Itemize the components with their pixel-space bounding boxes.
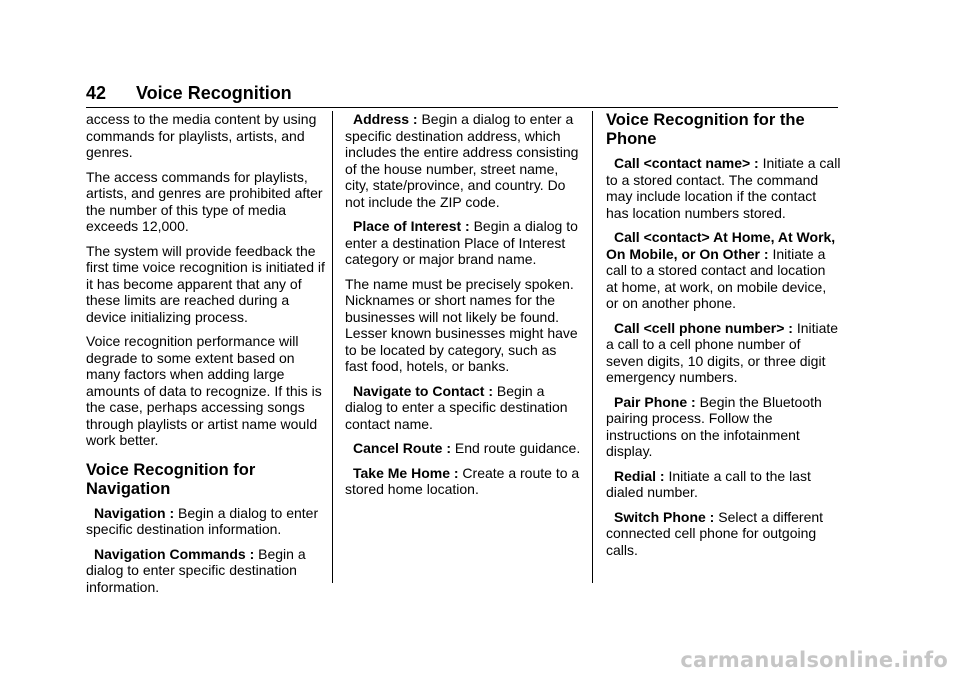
command-term: Call <cell phone number> : [614,319,793,336]
command-term: Switch Phone : [614,508,715,525]
command-description: End route guidance. [451,440,581,456]
command-description: Begin a dialog to enter a specific destination address, which includes the entire address consisting of the house number, street name, city, state/province, and country. Do not include the ZIP code. [345,111,579,210]
command-description: Begin a dialog to enter specific destination information. [86,545,306,595]
command-description: Initiate a call to a stored contact. The command may include location if the contact has location numbers stored. [606,155,841,221]
command-description: Create a route to a stored home location. [345,464,580,497]
command-term: Navigate to Contact : [353,382,494,399]
command-term: Cancel Route : [353,440,452,456]
command-description: Begin a dialog to enter specific destination information. [86,504,319,537]
column-2 [345,111,582,506]
page-number: 42 [86,83,107,103]
command-item [606,320,841,386]
command-item [345,465,582,498]
column-divider [332,111,333,583]
watermark-link[interactable]: carmanualsonline.info [680,648,948,672]
command-term: Navigation Commands : [94,545,255,562]
command-description: Initiate a call to a cell phone number of seven digits, 10 digits, or three digit emergency numbers. [606,319,839,385]
header-rule [86,107,838,108]
paragraph: The access commands for playlists, artists, and genres are prohibited after the number of this type of media exceeds 12,000. [86,168,323,234]
command-description: Initiate a call to a stored contact and location at home, at work, on mobile device, or on another phone. [606,245,827,311]
paragraph: The system will provide feedback the first time voice recognition is initiated if it has become apparent that any of these limits are reached during a device initializing process. [86,242,325,325]
page-header [86,82,292,104]
command-description: Begin the Bluetooth pairing process. Follow the instructions on the infotainment display. [606,393,822,459]
section-heading-navigation: Voice Recognition for Navigation [86,460,256,498]
column-divider [592,111,593,583]
command-description: Initiate a call to the last dialed number. [606,467,811,500]
command-item [345,111,582,210]
paragraph: The name must be precisely spoken. Nicknames or short names for the businesses will not likely be found. Lesser known businesses might have to be located by category, such as fast food, hotels, or banks. [345,275,578,374]
command-term: Take Me Home : [353,464,459,481]
page-title: Voice Recognition [136,83,292,103]
command-item [606,155,841,221]
command-term: Navigation : [94,504,175,521]
command-term: Redial : [614,467,665,484]
command-item [345,383,582,433]
column-3 [606,111,841,566]
section-heading-phone: Voice Recognition for the Phone [606,111,805,148]
command-term: Address : [353,111,418,127]
command-item [345,218,582,268]
command-description: Begin a dialog to enter a destination Place of Interest category or major brand name. [345,218,578,267]
command-item [606,509,841,559]
command-description: Select a different connected cell phone for outgoing calls. [606,508,824,558]
command-term: Call <contact name> : [614,155,759,171]
command-description: Begin a dialog to enter a specific destination contact name. [345,382,568,432]
command-term: Place of Interest : [353,218,470,234]
command-item [86,546,326,596]
column-1 [86,111,326,603]
command-item [606,229,841,312]
paragraph: Voice recognition performance will degrade to some extent based on many factors when adding large amounts of data to recognize. If this is the case, perhaps accessing songs through playlists or artist name would work better. [86,333,322,448]
command-term: Pair Phone : [614,393,696,410]
paragraph: access to the media content by using commands for playlists, artists, and genres. [86,111,317,160]
command-item [606,468,841,501]
command-item [345,440,582,457]
command-term: Call <contact> At Home, At Work, On Mobile, or On Other : [606,229,836,262]
command-item [606,394,841,460]
command-item [86,505,326,538]
